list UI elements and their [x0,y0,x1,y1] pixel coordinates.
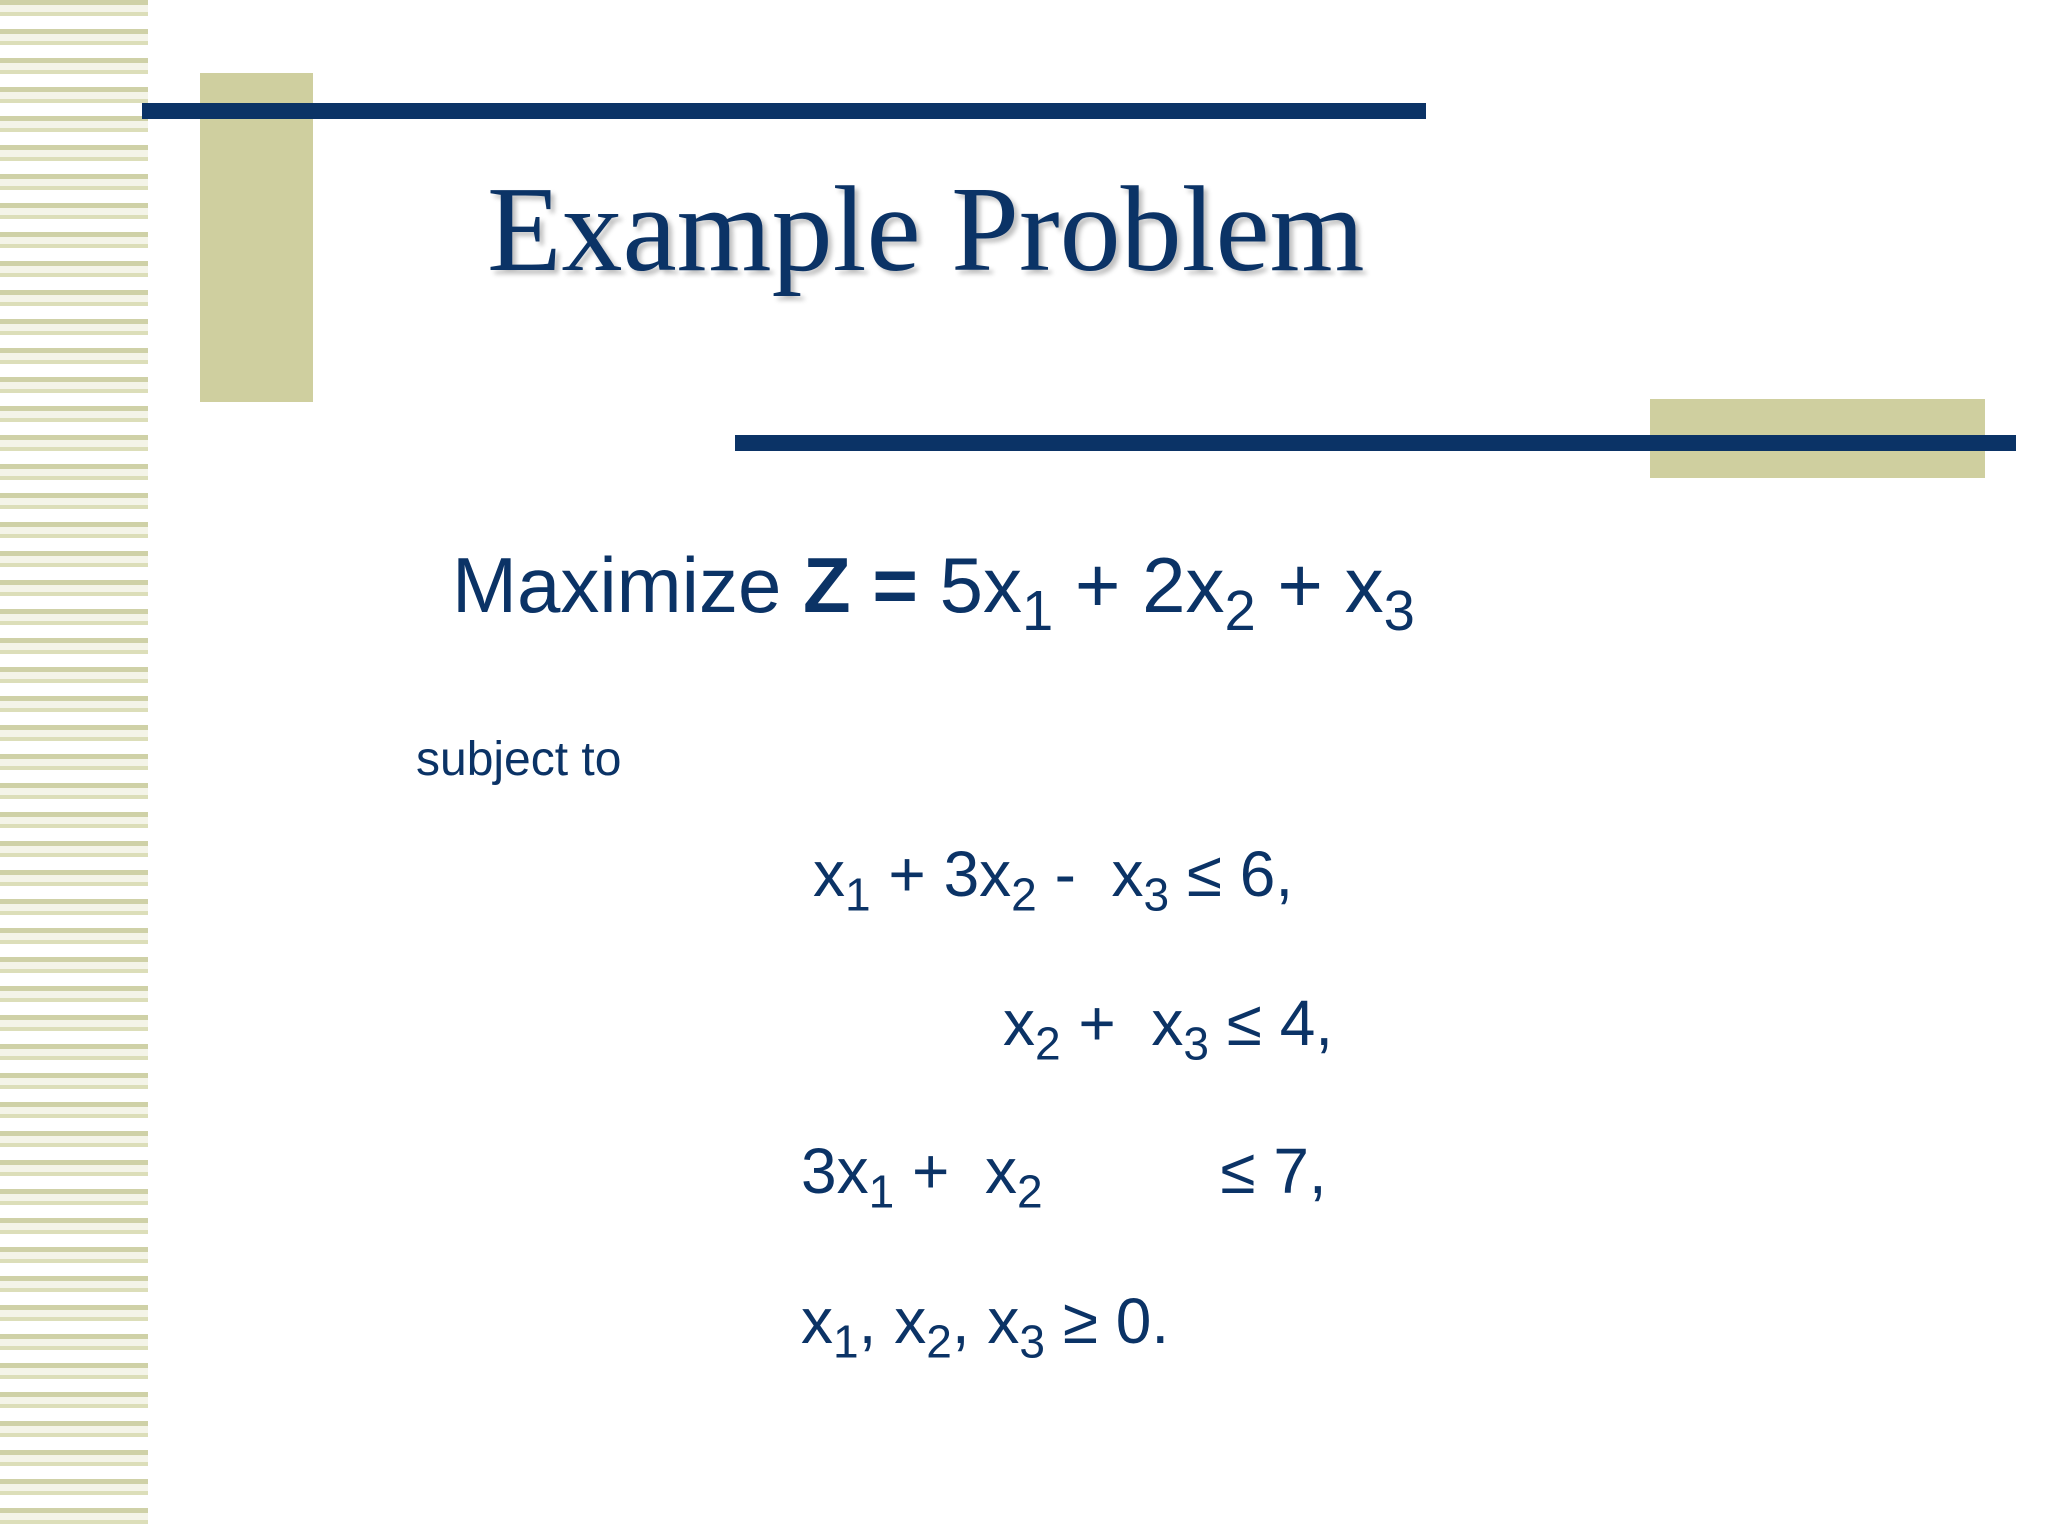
constraint-3-term-b-subscript: 2 [1016,1165,1043,1218]
constraint-2 [1003,985,1334,1070]
nonnegativity-constraint [801,1283,1170,1368]
constraint-4-term-b: , x [858,1285,927,1357]
objective-term-2: + 2x [1053,541,1225,629]
title-top-rule [142,103,1426,119]
constraint-2-term-b-subscript: 3 [1183,1017,1209,1070]
constraint-4-term-a-subscript: 1 [833,1315,859,1368]
objective-function [452,540,1415,642]
constraint-4-rhs: ≥ 0. [1045,1285,1170,1357]
constraint-3-rhs: ≤ 7, [1220,1135,1327,1207]
slide-title: Example Problem [487,162,1365,297]
objective-term-3-subscript: 3 [1383,578,1415,642]
constraint-1-term-a: x [813,838,845,910]
constraint-1 [813,836,1294,921]
objective-z: Z = [803,541,918,629]
constraint-2-term-a: x [1003,987,1035,1059]
constraint-4-term-c-subscript: 3 [1019,1315,1046,1368]
constraint-3-term-a: 3x [801,1135,869,1207]
title-bottom-rule [735,435,2016,451]
constraint-4-term-c: , x [951,1285,1020,1357]
constraint-3 [801,1133,1327,1218]
constraint-1-term-a-subscript: 1 [845,868,871,921]
striped-side-band [0,0,148,1536]
constraint-2-rhs: ≤ 4, [1209,987,1334,1059]
accent-block-top [200,73,313,402]
objective-term-1-subscript: 1 [1021,578,1054,642]
objective-prefix: Maximize [452,541,804,629]
objective-term-1: 5x [917,541,1022,629]
objective-term-2-subscript: 2 [1224,578,1256,642]
objective-term-3: + x [1255,541,1384,629]
constraint-4-term-b-subscript: 2 [926,1315,952,1368]
constraint-3-gap [1043,1135,1221,1207]
constraint-4-term-a: x [801,1285,833,1357]
constraint-1-term-c: - x [1036,838,1144,910]
constraint-1-term-c-subscript: 3 [1143,868,1170,921]
constraint-2-term-b: + x [1060,987,1184,1059]
constraint-1-rhs: ≤ 6, [1169,838,1294,910]
constraint-1-term-b: + 3x [870,838,1012,910]
constraint-1-term-b-subscript: 2 [1011,868,1037,921]
constraint-2-term-a-subscript: 2 [1035,1017,1061,1070]
constraint-3-term-b: + x [894,1135,1017,1207]
subject-to-label: subject to [416,733,622,786]
constraint-3-term-a-subscript: 1 [868,1165,895,1218]
